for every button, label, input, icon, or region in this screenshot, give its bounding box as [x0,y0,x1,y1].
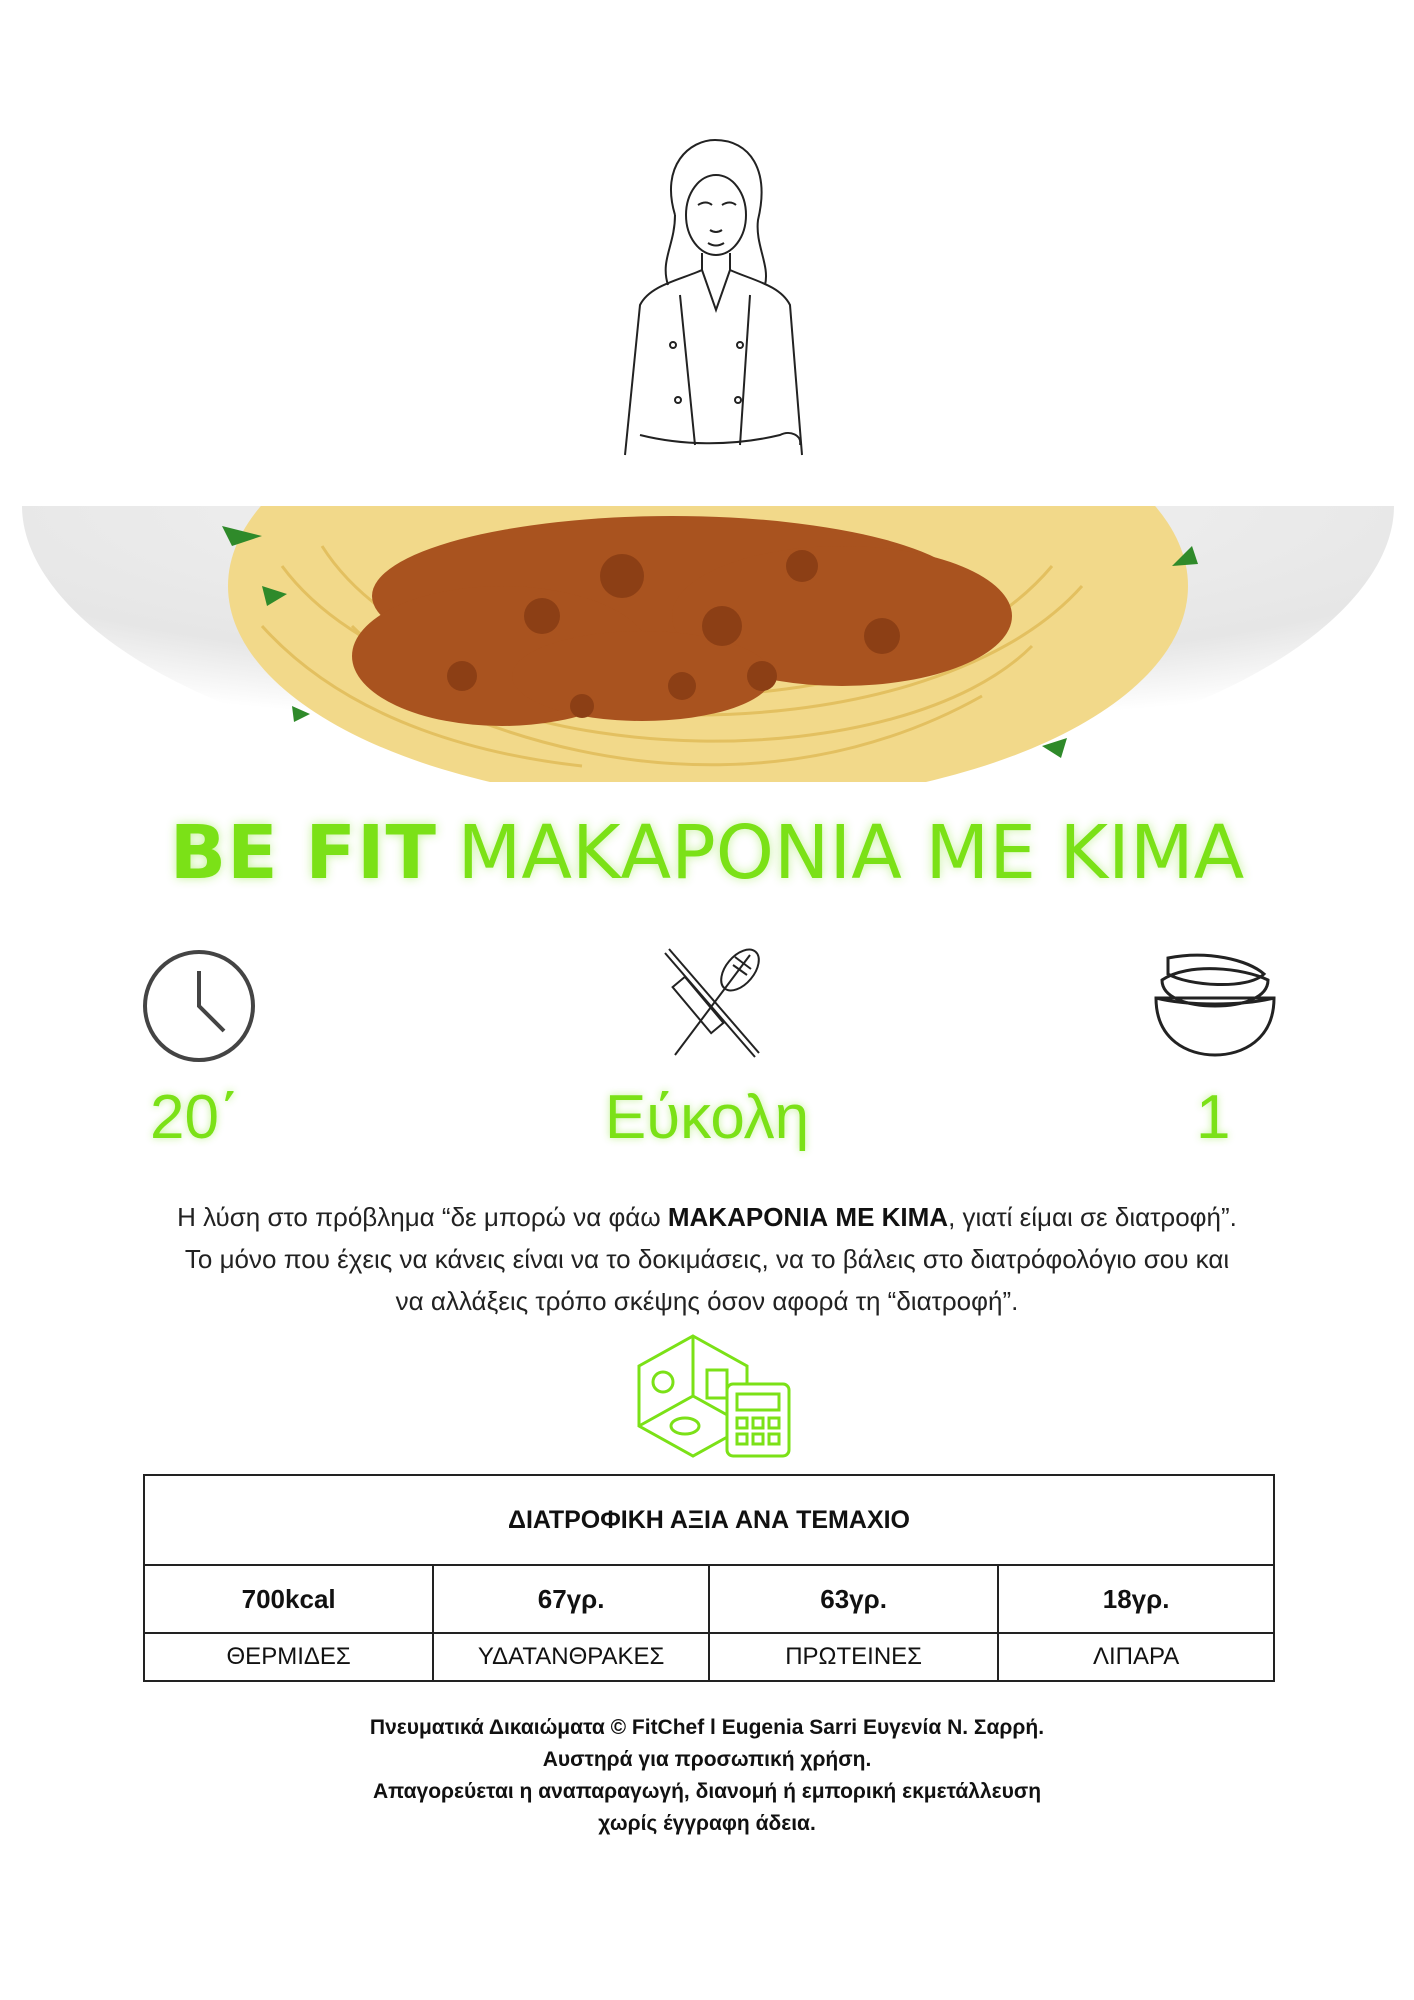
description-part2: , γιατί είμαι σε διατροφή”. Το μόνο που έχεις να κάνεις είναι να το δοκιμάσεις, να το βάλεις στο διατρόφολόγιο σου και να αλλάξεις τρόπο σκέψης όσον αφορά τη “διατροφή”. [184,1202,1237,1316]
nutrition-header: ΔΙΑΤΡΟΦΙΚΗ ΑΞΙΑ ΑΝΑ ΤΕΜΑΧΙΟ [144,1475,1274,1565]
description-part1: Η λύση στο πρόβλημα “δε μπορώ να φάω [177,1202,668,1232]
fat-label: ΛΙΠΑΡΑ [998,1633,1274,1681]
nutrition-calculator-icon [625,1330,795,1460]
nutrition-labels-row [144,1633,1274,1681]
copyright-line: Αυστηρά για προσωπική χρήση. [542,1748,872,1771]
calories-value: 700kcal [144,1565,433,1633]
bowls-icon [1148,950,1282,1060]
nutrition-values-row [144,1565,1274,1633]
title-brand: BE FIT [169,810,437,896]
difficulty: Εύκολη [604,1083,810,1152]
rolling-pin-whisk-icon [655,945,765,1067]
nutrition-header-row [144,1475,1274,1565]
title-dish: ΜΑΚΑΡΟΝΙΑ ΜΕ ΚΙΜΑ [457,810,1245,896]
copyright-line: χωρίς έγγραφη άδεια. [598,1812,816,1835]
protein-label: ΠΡΩΤΕΙΝΕΣ [709,1633,998,1681]
description-highlight: ΜΑΚΑΡΟΝΙΑ ΜΕ ΚΙΜΑ [667,1202,949,1232]
hero-food-image [22,506,1394,782]
fat-value: 18γρ. [998,1565,1274,1633]
clock-icon [140,947,258,1065]
copyright-notice [0,1712,1414,1840]
prep-time: 20΄ [150,1083,240,1152]
servings: 1 [1196,1083,1231,1152]
copyright-line: Απαγορεύεται η αναπαραγωγή, διανομή ή εμπορική εκμετάλλευση [372,1780,1042,1803]
carbs-value: 67γρ. [433,1565,709,1633]
protein-value: 63γρ. [709,1565,998,1633]
calories-label: ΘΕΡΜΙΔΕΣ [144,1633,433,1681]
copyright-line: Πνευματικά Δικαιώματα © FitChef l Eugenia Sarri Ευγενία Ν. Σαρρή. [369,1716,1045,1739]
chef-illustration [580,135,840,465]
recipe-title [0,810,1414,896]
carbs-label: ΥΔΑΤΑΝΘΡΑΚΕΣ [433,1633,709,1681]
recipe-description [170,1196,1244,1322]
nutrition-table [143,1474,1275,1682]
